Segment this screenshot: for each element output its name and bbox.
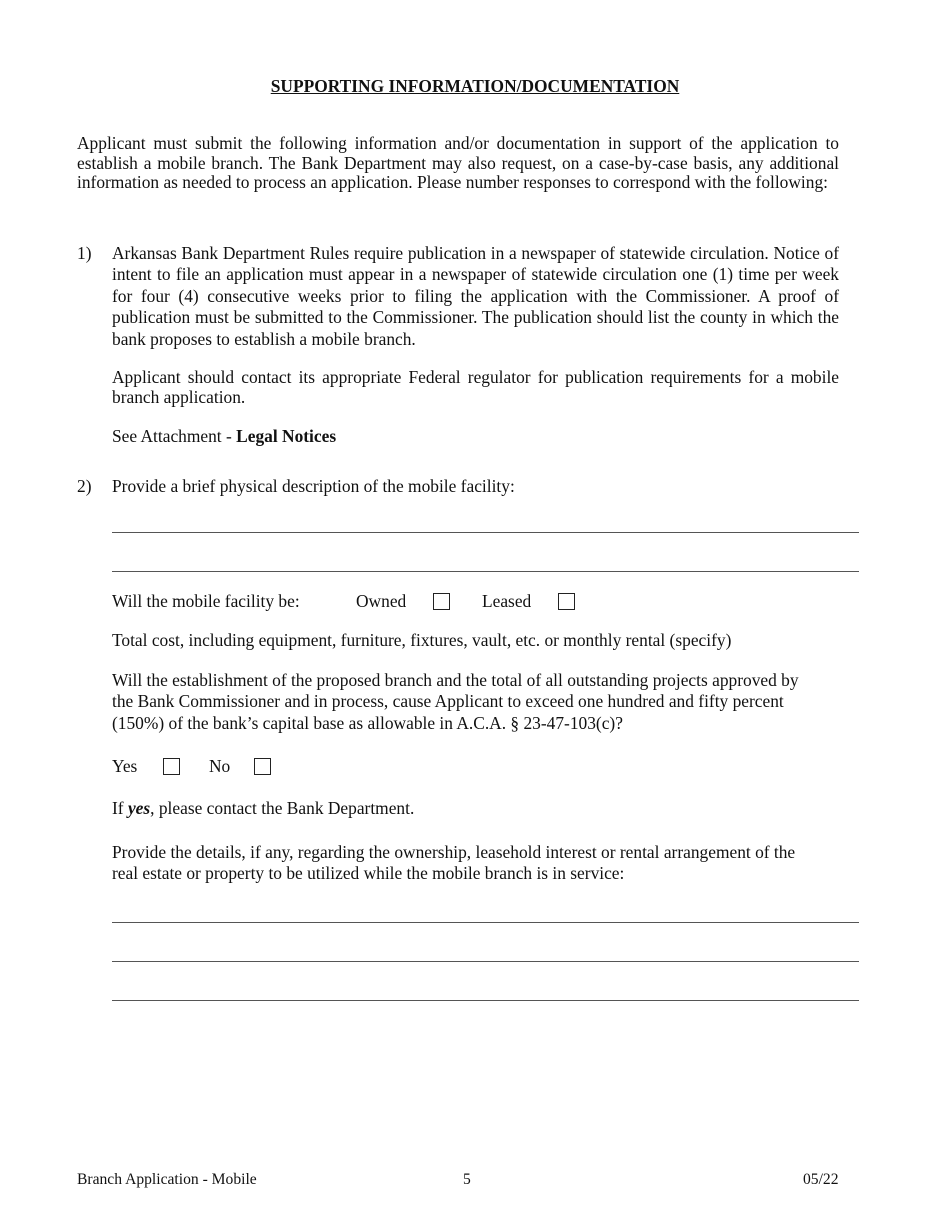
page-title: SUPPORTING INFORMATION/DOCUMENTATION xyxy=(270,76,680,96)
no-label: No xyxy=(209,756,231,776)
item-1-text: Arkansas Bank Department Rules require publication in a newspaper of statewide circulation. Notice of intent to file an application must appear in a newspaper of statewide circulation one (1) time per week for four (4) consecutive weeks prior to filing the application with the Commissioner. A proof of publication must be submitted to the Commissioner. The publication should list the county in which the bank proposes to establish a mobile branch. xyxy=(112,243,839,349)
legal-notices-label: Legal Notices xyxy=(236,426,337,446)
footer-form-name: Branch Application - Mobile xyxy=(77,1171,257,1188)
exceed-question xyxy=(112,670,799,734)
if-yes-note xyxy=(112,798,414,819)
item-1-federal-note: Applicant should contact its appropriate Federal regulator for publication requirements for a mobile branch application. xyxy=(112,367,839,407)
description-line-1[interactable] xyxy=(112,532,859,533)
exceed-question-line-2: the Bank Commissioner and in process, cause Applicant to exceed one hundred and fifty percent xyxy=(112,691,784,712)
if-yes-suffix: , please contact the Bank Department. xyxy=(150,798,415,818)
facility-question: Will the mobile facility be: xyxy=(112,591,300,611)
exceed-question-line-3: (150%) of the bank’s capital base as allowable in A.C.A. § 23-47-103(c)? xyxy=(112,712,623,733)
leased-label: Leased xyxy=(482,591,532,611)
footer-date: 05/22 xyxy=(803,1171,839,1188)
leased-checkbox[interactable] xyxy=(558,593,575,610)
exceed-question-line-1: Will the establishment of the proposed branch and the total of all outstanding projects approved by xyxy=(112,670,799,690)
intro-paragraph: Applicant must submit the following information and/or documentation in support of the application to establish a mobile branch. The Bank Department may also request, on a case-by-case basis, any additional information as needed to process an application. Please number responses to correspond with the following: xyxy=(77,133,839,193)
item-2-number: 2) xyxy=(77,476,92,496)
details-question-line-1: Provide the details, if any, regarding the ownership, leasehold interest or rental arrangement of the xyxy=(112,842,796,862)
item-1-number: 1) xyxy=(77,243,92,263)
details-line-1[interactable] xyxy=(112,922,859,923)
owned-checkbox[interactable] xyxy=(433,593,450,610)
if-yes-prefix: If xyxy=(112,798,128,818)
if-yes-emphasis: yes xyxy=(127,798,151,818)
details-question-line-2: real estate or property to be utilized while the mobile branch is in service: xyxy=(112,863,625,884)
details-question xyxy=(112,842,795,885)
footer-page-number: 5 xyxy=(463,1171,471,1188)
details-line-3[interactable] xyxy=(112,1000,859,1001)
yes-label: Yes xyxy=(112,756,138,776)
item-2-text: Provide a brief physical description of the mobile facility: xyxy=(112,476,515,496)
yes-checkbox[interactable] xyxy=(163,758,180,775)
details-line-2[interactable] xyxy=(112,961,859,962)
description-line-2[interactable] xyxy=(112,571,859,572)
see-attachment-prefix: See Attachment - xyxy=(112,426,237,446)
no-checkbox[interactable] xyxy=(254,758,271,775)
owned-label: Owned xyxy=(356,591,407,611)
cost-text: Total cost, including equipment, furniture, fixtures, vault, etc. or monthly rental (specify) xyxy=(112,630,732,650)
see-attachment xyxy=(112,426,336,447)
